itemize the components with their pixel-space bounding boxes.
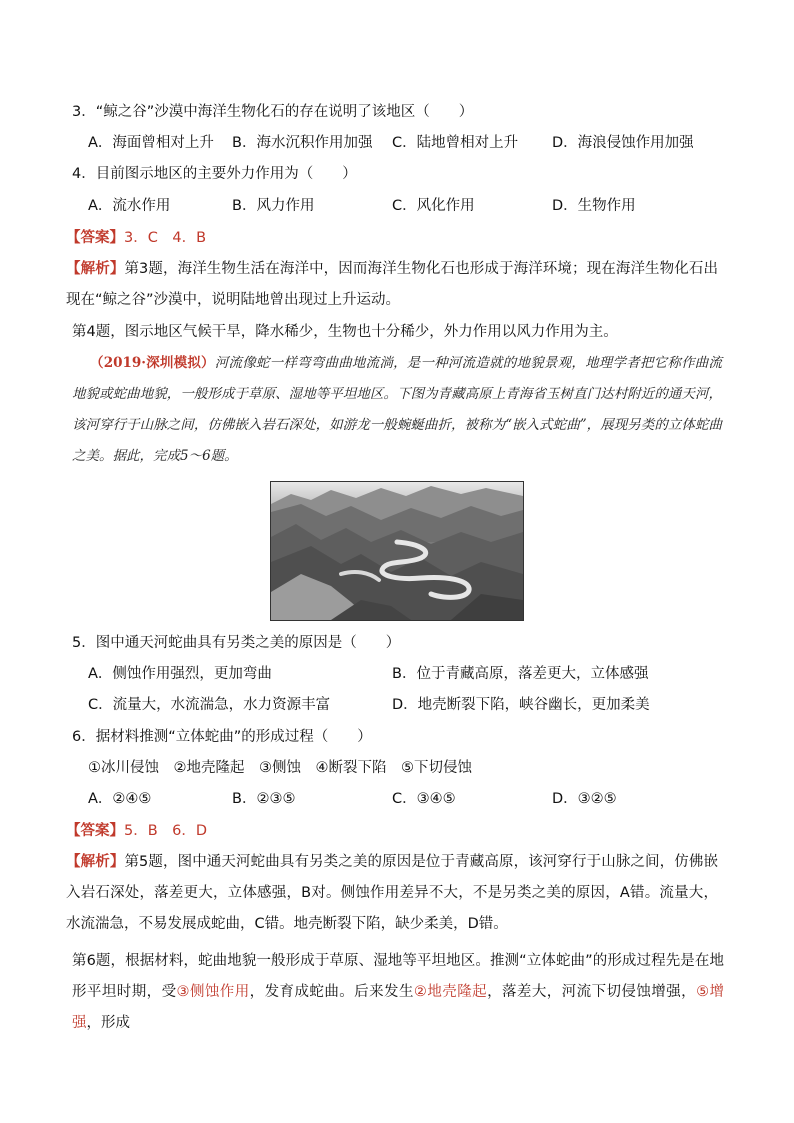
q3-option-b: B．海水沉积作用加强: [232, 135, 373, 151]
source-tag: （2019·深圳模拟）: [90, 355, 215, 371]
q6-option-c: C．③④⑤: [392, 791, 456, 807]
q3-option-d: D．海浪侵蚀作用加强: [552, 135, 694, 151]
river-meander-photo: [270, 481, 524, 621]
explanation-q6-part: ，发育成蛇曲。后来发生: [249, 984, 414, 1000]
explanation-label: 【解析】: [66, 261, 125, 277]
q4-option-b: B．风力作用: [232, 198, 315, 214]
q3-option-a: A．海面曾相对上升: [88, 135, 214, 151]
explanation-q3: 第3题，海洋生物生活在海洋中，因而海洋生物化石也形成于海洋环境；现在海洋生物化石出现在“鲸之谷”沙漠中，说明陆地曾出现过上升运动。: [66, 261, 718, 308]
q4-option-a: A．流水作用: [88, 198, 171, 214]
q5-option-d: D．地壳断裂下陷，峡谷幽长，更加柔美: [392, 697, 650, 713]
source-passage: [72, 348, 722, 472]
answer-label: 【答案】: [66, 230, 124, 246]
q5-option-b: B．位于青藏高原，落差更大，立体感强: [392, 666, 649, 682]
answer-block-1: [66, 228, 206, 248]
explanation-q6-part: ，形成: [86, 1015, 130, 1031]
explanation-q6-highlight: ②地壳隆起: [413, 984, 488, 1000]
explanation-q6: [72, 946, 724, 1039]
q3-stem: 3．“鲸之谷”沙漠中海洋生物化石的存在说明了该地区（ ）: [72, 104, 474, 120]
q6-option-a: A．②④⑤: [88, 791, 152, 807]
explanation-q6-part: 第6题，根据材料，蛇曲地貌一般形成于草原、湿地等平坦地区。推测“立体蛇曲”的形成过程先是在地形平坦时期，受: [72, 953, 724, 1000]
q5-stem: 5．图中通天河蛇曲具有另类之美的原因是（ ）: [72, 635, 401, 651]
explanation-label: 【解析】: [66, 854, 125, 870]
answer-text: 5．B 6．D: [124, 823, 208, 839]
explanation-q6-part: ，落差大，河流下切侵蚀增强，: [487, 984, 697, 1000]
answer-block-2: [66, 821, 207, 841]
q5-option-a: A．侧蚀作用强烈，更加弯曲: [88, 666, 272, 682]
source-text: 河流像蛇一样弯弯曲曲地流淌，是一种河流造就的地貌景观，地理学者把它称作曲流地貌或蛇曲地貌，一般形成于草原、湿地等平坦地区。下图为青藏高原上青海省玉树直门达村附近的通天河，该河穿行于山脉之间，仿佛嵌入岩石深处，如游龙一般蜿蜒曲折，被称为“嵌入式蛇曲”，展现另类的立体蛇曲之美。据此，完成5～6题。: [72, 355, 722, 464]
q4-option-d: D．生物作用: [552, 198, 636, 214]
explanation-1: [66, 254, 718, 316]
q6-option-d: D．③②⑤: [552, 791, 617, 807]
q4-option-c: C．风化作用: [392, 198, 475, 214]
explanation-2: [66, 847, 718, 940]
explanation-q6-highlight: ⑤增强: [72, 984, 725, 1031]
answer-text: 3．C 4．B: [124, 230, 207, 246]
explanation-q4: 第4题，图示地区气候干旱，降水稀少，生物也十分稀少，外力作用以风力作用为主。: [72, 324, 618, 340]
explanation-q6-highlight: ③侧蚀作用: [176, 984, 250, 1000]
q5-option-c: C．流量大，水流湍急，水力资源丰富: [88, 697, 331, 713]
q4-stem: 4．目前图示地区的主要外力作用为（ ）: [72, 166, 357, 182]
answer-label: 【答案】: [66, 823, 124, 839]
q6-option-b: B．②③⑤: [232, 791, 296, 807]
q6-items: ①冰川侵蚀 ②地壳隆起 ③侧蚀 ④断裂下陷 ⑤下切侵蚀: [88, 760, 472, 776]
explanation-q5: 第5题，图中通天河蛇曲具有另类之美的原因是位于青藏高原，该河穿行于山脉之间，仿佛嵌入岩石深处，落差更大，立体感强，B对。侧蚀作用差异不大，不是另类之美的原因，A错。流量大，水流湍急，不易发展成蛇曲，C错。地壳断裂下陷，缺少柔美，D错。: [66, 854, 718, 932]
q3-option-c: C．陆地曾相对上升: [392, 135, 519, 151]
q6-stem: 6．据材料推测“立体蛇曲”的形成过程（ ）: [72, 729, 372, 745]
